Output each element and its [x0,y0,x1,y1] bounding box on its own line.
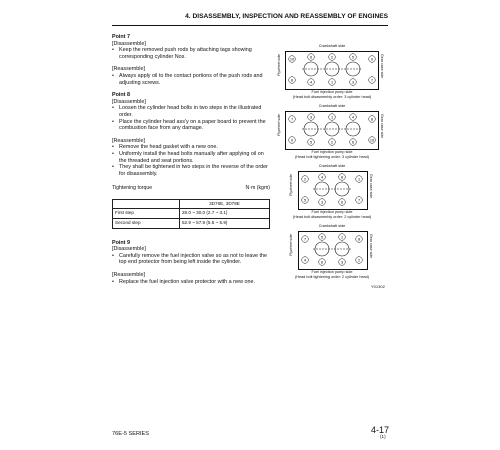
bolt-number: 7 [357,198,361,203]
page-sub: (1) [380,434,386,439]
bolt-number: 4 [320,175,324,180]
bullet-item: • Loosen the cylinder head bolts in two steps in the illustrated order. [112,105,262,118]
point-7 [112,34,270,86]
bolt-pattern [285,171,379,210]
page-number: 4-17 [371,425,390,435]
table-row [113,219,270,229]
bolt-number: 5 [303,198,307,203]
reassemble-label: [Reassemble] [112,66,145,73]
bolt-number: 8 [370,117,374,122]
diagram-caption: (Head bolt tightening order: 2 cylinder head) [294,275,370,279]
point-heading: Point 9 [112,239,130,246]
bolt-number: 8 [290,78,294,83]
bolt-number: 5 [309,140,313,145]
bullet-item: • Carefully remove the fuel injection valve so as not to leave the top end protector from being left inside the cylinder. [112,252,268,266]
flywheel-side-label: Flywheel side [289,174,293,196]
fuel-pump-side-label: Fuel injection pump side [311,270,353,274]
torque-step: First step [113,209,180,219]
crankshaft-side-label: Crankshaft side [318,224,346,228]
bullet-item: • Always apply oil to the contact portions of the push rods and adjusting screws. [112,72,263,86]
gear-case-side-label: Gear case side [369,234,373,259]
diagram-caption: (Head bolt disassembly order: 2 cylinder head) [292,215,372,219]
bullet-item: • Keep the removed push rods by attaching tags showing corresponding cylinder Nos. [112,47,252,60]
bolt-number: 3 [340,260,344,265]
point-8 [112,92,270,229]
torque-label: Tightening torque [112,185,153,192]
point-9 [112,240,270,286]
diagram-caption: (Head bolt tightening order: 3 cylinder head) [294,155,370,159]
torque-value: 52.9 ~ 57.9 (5.5 ~ 5.9) [180,219,270,229]
torque-model: 3D76E, 3D78E [180,199,270,209]
crankshaft-side-label: Crankshaft side [318,164,346,168]
bullet-item: • Replace the fuel injection valve protector with a new one. [112,278,256,285]
bolt-number: 2 [357,258,361,263]
flywheel-side-label: Flywheel side [277,114,281,136]
bolt-number: 2 [303,177,307,182]
torque-header [112,185,270,192]
fuel-pump-side-label: Fuel injection pump side [311,210,353,214]
head-bolt-diagram-1 [276,44,388,110]
flywheel-side-label: Flywheel side [289,234,293,256]
bolt-number: 4 [351,115,355,120]
bolt-number: 1 [357,177,361,182]
gear-case-side-label: Gear case side [380,114,384,139]
disassemble-label: [Disassemble] [112,40,146,47]
header-title: 4. DISASSEMBLY, INSPECTION AND REASSEMBLY OF ENGINES [185,13,388,20]
bolt-pattern [285,51,379,90]
bolt-number: 7 [303,237,307,242]
point-heading: Point 8 [112,92,130,99]
fuel-pump-side-label: Fuel injection pump side [311,90,353,94]
point-heading: Point 7 [112,34,130,40]
bolt-number: 1 [340,235,344,240]
gear-case-side-label: Gear case side [380,54,384,79]
bolt-number: 5 [320,235,324,240]
torque-value: 28.0 ~ 30.0 (2.7 ~ 3.1) [180,209,270,219]
reassemble-label: [Reassemble] [112,137,145,144]
gear-case-side-label: Gear case side [369,174,373,199]
head-bolt-diagram-4 [276,224,388,290]
bolt-number: 10 [289,57,295,62]
bullet-item: • Uniformly install the head bolts manually after applying oil on the threaded and seat portions. [112,150,264,164]
bolt-number: 7 [290,117,294,122]
bolt-number: 3 [309,115,313,120]
bolt-number: 6 [320,260,324,265]
reassemble-label: [Reassemble] [112,272,145,279]
bolt-number: 7 [370,78,374,83]
bolt-pattern [285,111,379,150]
bolt-pattern [285,231,379,270]
bullet-item: • Remove the head gasket with a new one. [112,144,218,151]
bolt-number: 2 [330,140,334,145]
table-row [113,199,270,209]
bolt-number: 3 [320,200,324,205]
bolt-number: 6 [351,140,355,145]
bolt-number: 6 [309,55,313,60]
series-label: 76E-5 SERIES [112,431,149,437]
bolt-number: 9 [370,57,374,62]
crankshaft-side-label: Crankshaft side [318,104,346,108]
table-row [113,209,270,219]
bolt-number: 9 [290,138,294,143]
bullet-item: • They shall be tightened in two steps in the reverse of the order for disassembly. [112,164,268,177]
bolt-number: 3 [351,80,355,85]
bolt-number: 5 [351,55,355,60]
head-bolt-diagram-2 [276,104,388,170]
page-header [112,13,388,26]
torque-table [112,199,270,229]
disassemble-label: [Disassemble] [112,98,146,105]
bolt-number: 1 [330,80,334,85]
head-bolt-diagram-3 [276,164,388,230]
torque-unit: N·m (kgm) [245,185,270,192]
bolt-number: 10 [369,138,375,143]
bolt-number: 1 [330,115,334,120]
bolt-number: 4 [309,80,313,85]
diagram-caption: (Head bolt disassembly order: 3 cylinder head) [292,95,372,99]
fuel-pump-side-label: Fuel injection pump side [311,150,353,154]
disassemble-label: [Disassemble] [112,246,146,253]
bolt-number: 8 [357,237,361,242]
bolt-number: 4 [303,258,307,263]
bolt-number: 8 [340,175,344,180]
crankshaft-side-label: Crankshaft side [318,44,346,48]
bullet-item: • Place the cylinder head ass'y on a paper board to prevent the combustion face from any damage. [112,118,266,132]
flywheel-side-label: Flywheel side [277,54,281,76]
instructions-column [112,34,270,285]
bolt-number: 2 [330,55,334,60]
torque-step: Second step [113,219,180,229]
figure-code: Y01302 [371,284,385,289]
bolt-number: 6 [340,200,344,205]
